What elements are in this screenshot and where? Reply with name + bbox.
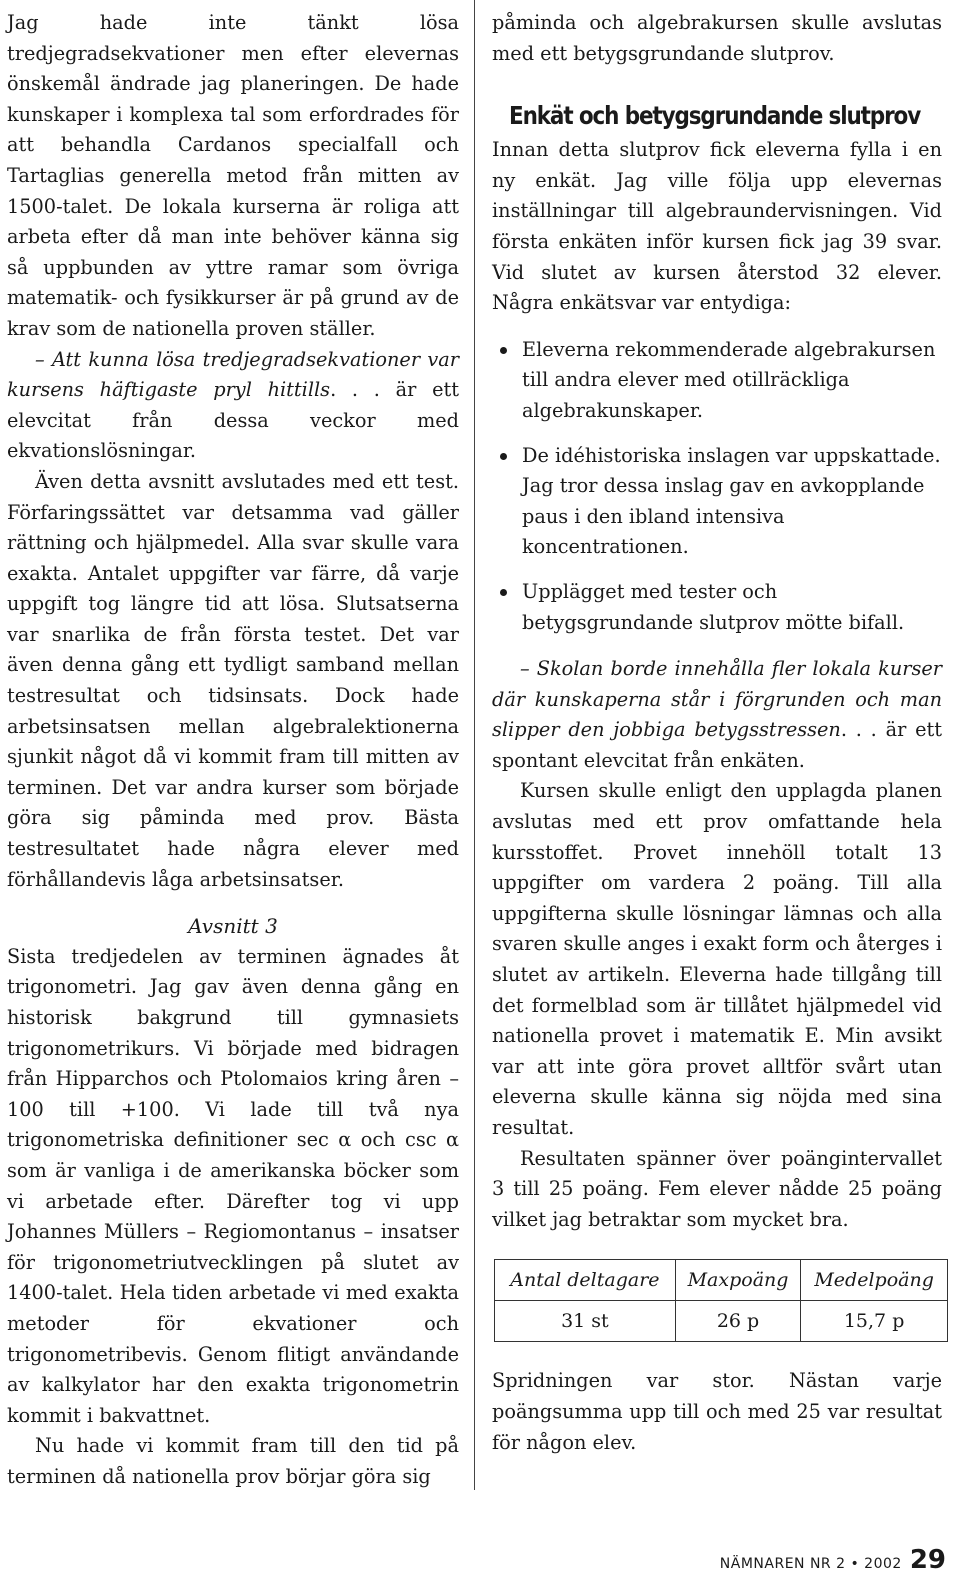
table-header: Antal deltagare: [495, 1260, 676, 1301]
paragraph: påminda och algebrakursen skulle avslutas med ett betygsgrundande slutprov.: [492, 11, 942, 65]
paragraph: Spridningen var stor. Nästan varje poängsumma upp till och med 25 var resultat för någon elev.: [492, 1369, 942, 1454]
right-column: [492, 8, 942, 1458]
list-item: Upplägget med tester och betygsgrundande slutprov mötte bifall.: [492, 577, 942, 638]
paragraph: Jag hade inte tänkt lösa tredjegradsekvationer men efter elevernas önskemål ändrade jag planeringen. De hade kunskaper i komplexa tal som erfordrades för att behandla Cardanos specialfall och Tartaglias generella metod från mitten av 1500-talet. De lokala kurserna är roliga att arbeta efter då man inte behöver känna sig så uppbunden av yttre ramar som övriga matematik- och fysikkurser är på grund av de krav som de nationella proven ställer.: [7, 11, 459, 340]
paragraph: Även detta avsnitt avslutades med ett test. Förfaringssättet var detsamma vad gäller rättning och hjälpmedel. Alla svar skulle vara exakta. Antalet uppgifter var färre, då varje uppgift tog längre tid att lösa. Slutsatserna var snarlika de från första testet. Det var även denna gång ett tydligt samband mellan testresultat och tidsinsats. Dock hade arbetsinsatsen mellan algebralektionerna sjunkit något då vi kommit fram till mitten av terminen. Det var andra kurser som började göra sig påminda med prov. Bästa testresultatet hade några elever med förhållandevis låga arbetsinsatser.: [7, 469, 459, 891]
results-table: [494, 1259, 948, 1342]
section-heading: Enkät och betygsgrundande slutprov: [509, 101, 921, 131]
table-cell: 31 st: [495, 1301, 676, 1342]
table-row: [495, 1301, 948, 1342]
quote-attribution: . . . är ett spontant elevcitat från enkäten.: [492, 718, 942, 772]
magazine-issue: NÄMNAREN NR 2 • 2002: [719, 1556, 902, 1572]
list-item: Eleverna rekommenderade algebrakursen till andra elever med otillräckliga algebrakunskaper.: [492, 335, 942, 427]
page-number: 29: [909, 1545, 946, 1575]
paragraph: Resultaten spänner över poängintervallet 3 till 25 poäng. Fem elever nådde 25 poäng vilket jag betraktar som mycket bra.: [492, 1146, 942, 1231]
column-divider: [474, 0, 475, 1490]
quote-text: – Skolan borde innehålla fler lokala kurser där kunskaperna står i förgrunden och man slipper den jobbiga betygsstressen: [492, 657, 942, 742]
left-column: [7, 8, 459, 1493]
page-footer: [720, 1545, 946, 1575]
student-quote: [492, 654, 942, 776]
table-header: Medelpoäng: [801, 1260, 948, 1301]
table-header-row: [495, 1260, 948, 1301]
survey-list: [492, 335, 942, 638]
table-cell: 26 p: [675, 1301, 800, 1342]
table-header: Maxpoäng: [675, 1260, 800, 1301]
paragraph: Innan detta slutprov fick eleverna fylla i en ny enkät. Jag ville följa upp elevernas inställningar till algebraundervisningen. Vid första enkäten inför kursen fick jag 39 svar. Vid slutet av kursen återstod 32 elever. Några enkätsvar var entydiga:: [492, 138, 942, 315]
table-cell: 15,7 p: [801, 1301, 948, 1342]
quote-text: – Att kunna lösa tredjegradsekvationer var kursens häftigaste pryl hittills: [7, 347, 459, 402]
paragraph: Nu hade vi kommit fram till den tid på terminen då nationella prov börjar göra sig: [7, 1434, 459, 1488]
student-quote: [7, 345, 459, 467]
list-item: De idéhistoriska inslagen var uppskattade. Jag tror dessa inslag gav en avkopplande paus i den ibland intensiva koncentrationen.: [492, 441, 942, 563]
paragraph: Sista tredjedelen av terminen ägnades åt trigonometri. Jag gav även denna gång en historisk bakgrund till gymnasiets trigonometrikurs. Vi började med bidragen från Hipparchos och Ptolomaios kring åren –100 till +100. Vi lade till två nya trigonometriska definitioner sec α och csc α som är vanliga i de amerikanska böcker som vi arbetade efter. Därefter tog vi upp Johannes Müllers – Regiomontanus – insatser för trigonometriutvecklingen på slutet av 1400-talet. Hela tiden arbetade vi med exakta metoder för ekvationer och trigonometribevis. Genom flitigt användande av kalkylator har den exakta trigonometrin kommit i bakvattnet.: [7, 944, 459, 1427]
quote-attribution: . . . är ett elevcitat från dessa veckor med ekvationslösningar.: [7, 378, 459, 463]
paragraph: Kursen skulle enligt den upplagda planen avslutas med ett prov omfattande hela kursstoffet. Provet innehöll totalt 13 uppgifter om vardera 2 poäng. Till alla uppgifterna skulle lösningar lämnas och alla svaren skulle anges i exakt form och återges i slutet av artikeln. Eleverna hade tillgång till det formelblad som är tillåtet hjälpmedel vid nationella provet i matematik E. Min avsikt var att inte göra provet alltför svårt utan eleverna skulle känna sig nöjda med sina resultat.: [492, 779, 942, 1139]
section-title: Avsnitt 3: [188, 914, 278, 939]
